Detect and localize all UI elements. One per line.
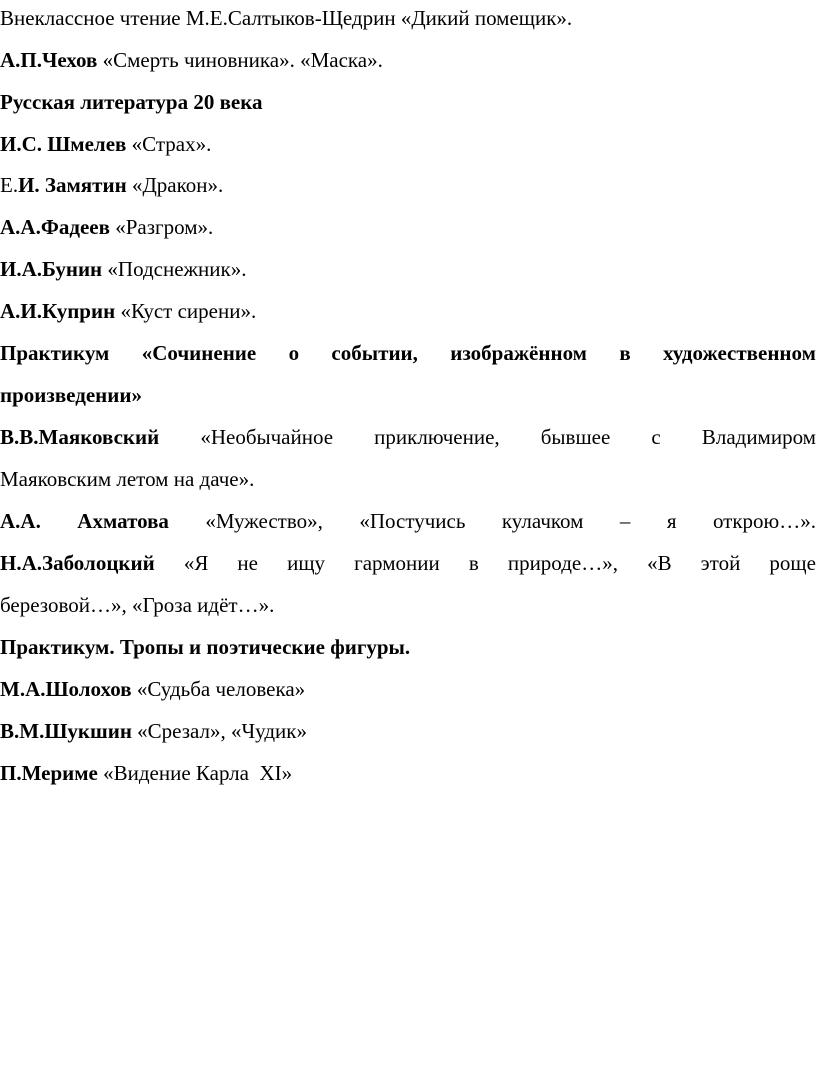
work-titles: «Судьба человека» (131, 677, 306, 701)
heading-word: «Сочинение (141, 341, 257, 365)
word: гармонии (354, 551, 440, 575)
author-name: Н.А.Заболоцкий (0, 551, 155, 575)
author-name: А.П.Чехов (0, 48, 98, 72)
section-heading-20th-century (0, 88, 816, 116)
line-mayakovsky-cont (0, 465, 816, 493)
line-shukshin (0, 717, 816, 745)
word: природе…», (507, 551, 618, 575)
line-bunin (0, 255, 816, 283)
author-name: В.В.Маяковский (0, 425, 160, 449)
work-titles: «Видение Карла XI» (97, 761, 293, 785)
word: «Мужество», (205, 509, 323, 533)
author-name: И.С. Шмелев (0, 132, 127, 156)
heading-text: Русская литература 20 века (0, 90, 263, 114)
heading-word: в (619, 341, 631, 365)
heading-word: художественном (663, 341, 816, 365)
author-name: И.А.Бунин (0, 257, 103, 281)
line-text: Маяковским летом на даче». (0, 467, 255, 491)
word: не (237, 551, 258, 575)
work-titles: «Срезал», «Чудик» (131, 719, 307, 743)
word: этой (700, 551, 741, 575)
word: я (666, 509, 677, 533)
author-name: В.М.Шукшин (0, 719, 132, 743)
heading-word: о (288, 341, 300, 365)
word: бывшее (540, 425, 611, 449)
line-zabolotsky (0, 549, 816, 577)
work-titles: «Смерть чиновника». «Маска». (97, 48, 383, 72)
word: «Постучись (359, 509, 466, 533)
line-zamyatin (0, 171, 816, 199)
word: в (468, 551, 479, 575)
author-name: П.Мериме (0, 761, 98, 785)
section-heading-praktikum-essay (0, 339, 816, 367)
word: «Я (183, 551, 209, 575)
line-akhmatova (0, 507, 816, 535)
section-heading-praktikum-essay-cont (0, 381, 816, 409)
author-name: А.И.Куприн (0, 299, 116, 323)
work-titles: «Куст сирени». (115, 299, 257, 323)
word: приключение, (374, 425, 500, 449)
work-titles: «Подснежник». (102, 257, 247, 281)
word: «Необычайное (200, 425, 334, 449)
work-titles: «Разгром». (109, 215, 214, 239)
author-name: И. Замятин (18, 173, 127, 197)
author-name: А.А. (0, 509, 41, 533)
word: роще (769, 551, 816, 575)
line-chekhov (0, 46, 816, 74)
work-titles: «Дракон». (126, 173, 224, 197)
line-vneklassnoe (0, 4, 816, 32)
line-mayakovsky (0, 423, 816, 451)
heading-text: произведении» (0, 383, 142, 407)
word: с (651, 425, 661, 449)
author-name: М.А.Шолохов (0, 677, 132, 701)
line-kuprin (0, 297, 816, 325)
line-shmelev (0, 130, 816, 158)
line-zabolotsky-cont (0, 591, 816, 619)
line-fadeev (0, 213, 816, 241)
author-name: Ахматова (77, 509, 169, 533)
line-text: Внеклассное чтение М.Е.Салтыков-Щедрин «Дикий помещик». (0, 6, 573, 30)
word: ищу (287, 551, 325, 575)
author-prefix: Е. (0, 173, 19, 197)
line-merimee (0, 759, 816, 787)
word: Владимиром (701, 425, 816, 449)
word: кулачком (501, 509, 584, 533)
line-sholokhov (0, 675, 816, 703)
word: – (619, 509, 631, 533)
word: «В (647, 551, 672, 575)
work-titles: «Страх». (126, 132, 212, 156)
heading-word: Практикум (0, 341, 110, 365)
author-name: А.А.Фадеев (0, 215, 110, 239)
heading-word: событии, (331, 341, 418, 365)
heading-text: Практикум. Тропы и поэтические фигуры. (0, 635, 411, 659)
section-heading-praktikum-tropes (0, 633, 816, 661)
heading-word: изображённом (450, 341, 587, 365)
line-text: березовой…», «Гроза идёт…». (0, 593, 275, 617)
word: открою…». (712, 509, 816, 533)
